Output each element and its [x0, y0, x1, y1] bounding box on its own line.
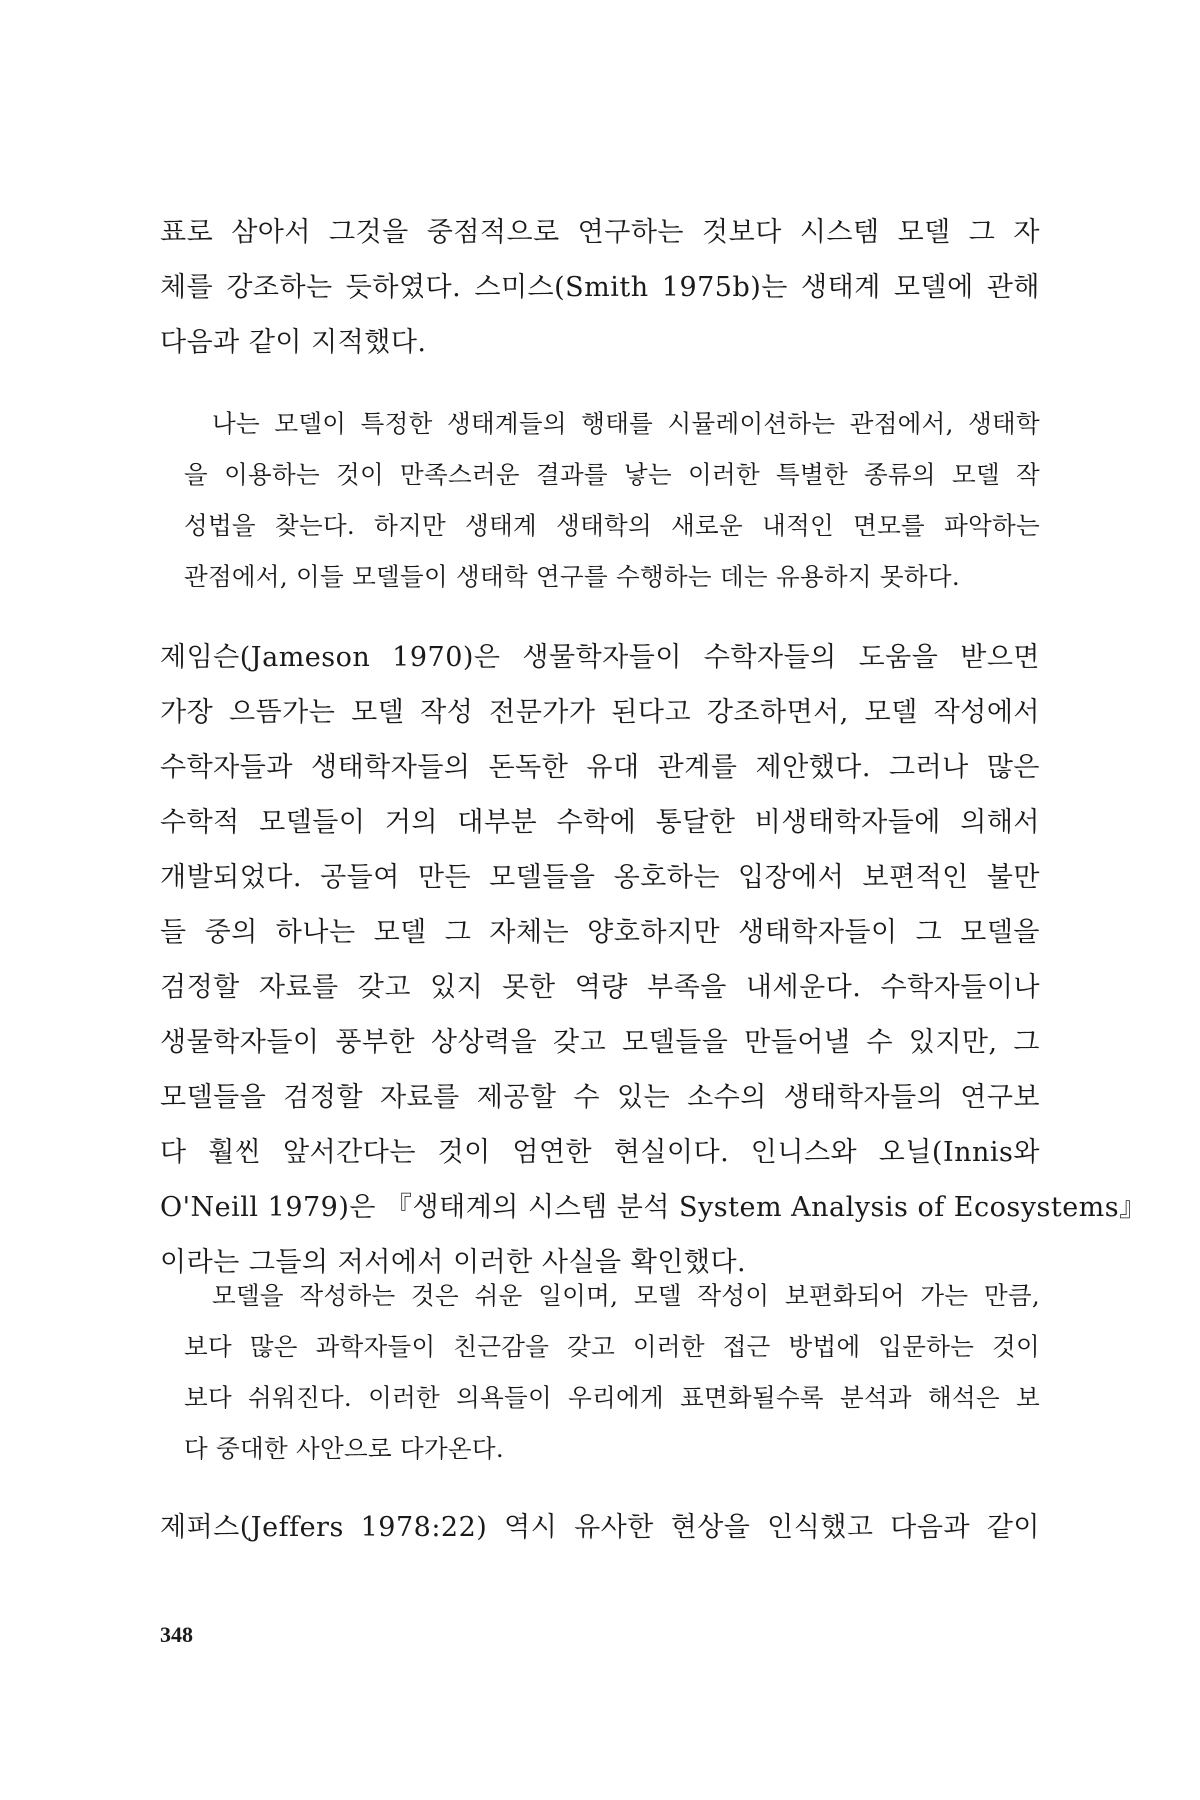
text-line: 다 훨씬 앞서간다는 것이 엄연한 현실이다. 인니스와 오닐(Innis와	[160, 1137, 1040, 1168]
text-line: O'Neill 1979)은 『생태계의 시스템 분석 System Analysis of Ecosystems』	[160, 1192, 1147, 1223]
text-line: 제퍼스(Jeffers 1978:22) 역시 유사한 현상을 인식했고 다음과 같이	[160, 1512, 1040, 1543]
body-paragraph-3	[160, 1500, 1040, 1555]
page-number: 348	[160, 1622, 193, 1647]
text-line: 이라는 그들의 저서에서 이러한 사실을 확인했다.	[160, 1247, 747, 1278]
body-paragraph-1	[160, 205, 1040, 370]
quote-line: 을 이용하는 것이 만족스러운 결과를 낳는 이러한 특별한 종류의 모델 작	[184, 460, 1040, 489]
text-line: 모델들을 검정할 자료를 제공할 수 있는 소수의 생태학자들의 연구보	[160, 1082, 1040, 1113]
quote-line: 나는 모델이 특정한 생태계들의 행태를 시뮬레이션하는 관점에서, 생태학	[212, 409, 1040, 438]
text-line: 제임슨(Jameson 1970)은 생물학자들이 수학자들의 도움을 받으면	[160, 642, 1040, 673]
quote-line: 다 중대한 사안으로 다가온다.	[184, 1434, 504, 1463]
text-line: 표로 삼아서 그것을 중점적으로 연구하는 것보다 시스템 모델 그 자	[160, 217, 1040, 248]
quote-line: 모델을 작성하는 것은 쉬운 일이며, 모델 작성이 보편화되어 가는 만큼,	[212, 1281, 1040, 1310]
text-line: 들 중의 하나는 모델 그 자체는 양호하지만 생태학자들이 그 모델을	[160, 917, 1040, 948]
text-line: 검정할 자료를 갖고 있지 못한 역량 부족을 내세운다. 수학자들이나	[160, 972, 1040, 1003]
quote-line: 성법을 찾는다. 하지만 생태계 생태학의 새로운 내적인 면모를 파악하는	[184, 511, 1040, 540]
block-quote-innis-oneill	[184, 1270, 1040, 1474]
text-line: 체를 강조하는 듯하였다. 스미스(Smith 1975b)는 생태계 모델에 관해	[160, 272, 1040, 303]
body-paragraph-2	[160, 630, 1147, 1290]
quote-line: 보다 많은 과학자들이 친근감을 갖고 이러한 접근 방법에 입문하는 것이	[184, 1332, 1040, 1361]
text-line: 생물학자들이 풍부한 상상력을 갖고 모델들을 만들어낼 수 있지만, 그	[160, 1027, 1040, 1058]
quote-line: 보다 쉬워진다. 이러한 의욕들이 우리에게 표면화될수록 분석과 해석은 보	[184, 1383, 1040, 1412]
block-quote-smith	[184, 398, 1040, 602]
text-line: 수학적 모델들이 거의 대부분 수학에 통달한 비생태학자들에 의해서	[160, 807, 1040, 838]
quote-line: 관점에서, 이들 모델들이 생태학 연구를 수행하는 데는 유용하지 못하다.	[184, 562, 960, 591]
text-line: 수학자들과 생태학자들의 돈독한 유대 관계를 제안했다. 그러나 많은	[160, 752, 1040, 783]
text-line: 개발되었다. 공들여 만든 모델들을 옹호하는 입장에서 보편적인 불만	[160, 862, 1040, 893]
text-line: 가장 으뜸가는 모델 작성 전문가가 된다고 강조하면서, 모델 작성에서	[160, 697, 1040, 728]
text-line: 다음과 같이 지적했다.	[160, 327, 427, 358]
